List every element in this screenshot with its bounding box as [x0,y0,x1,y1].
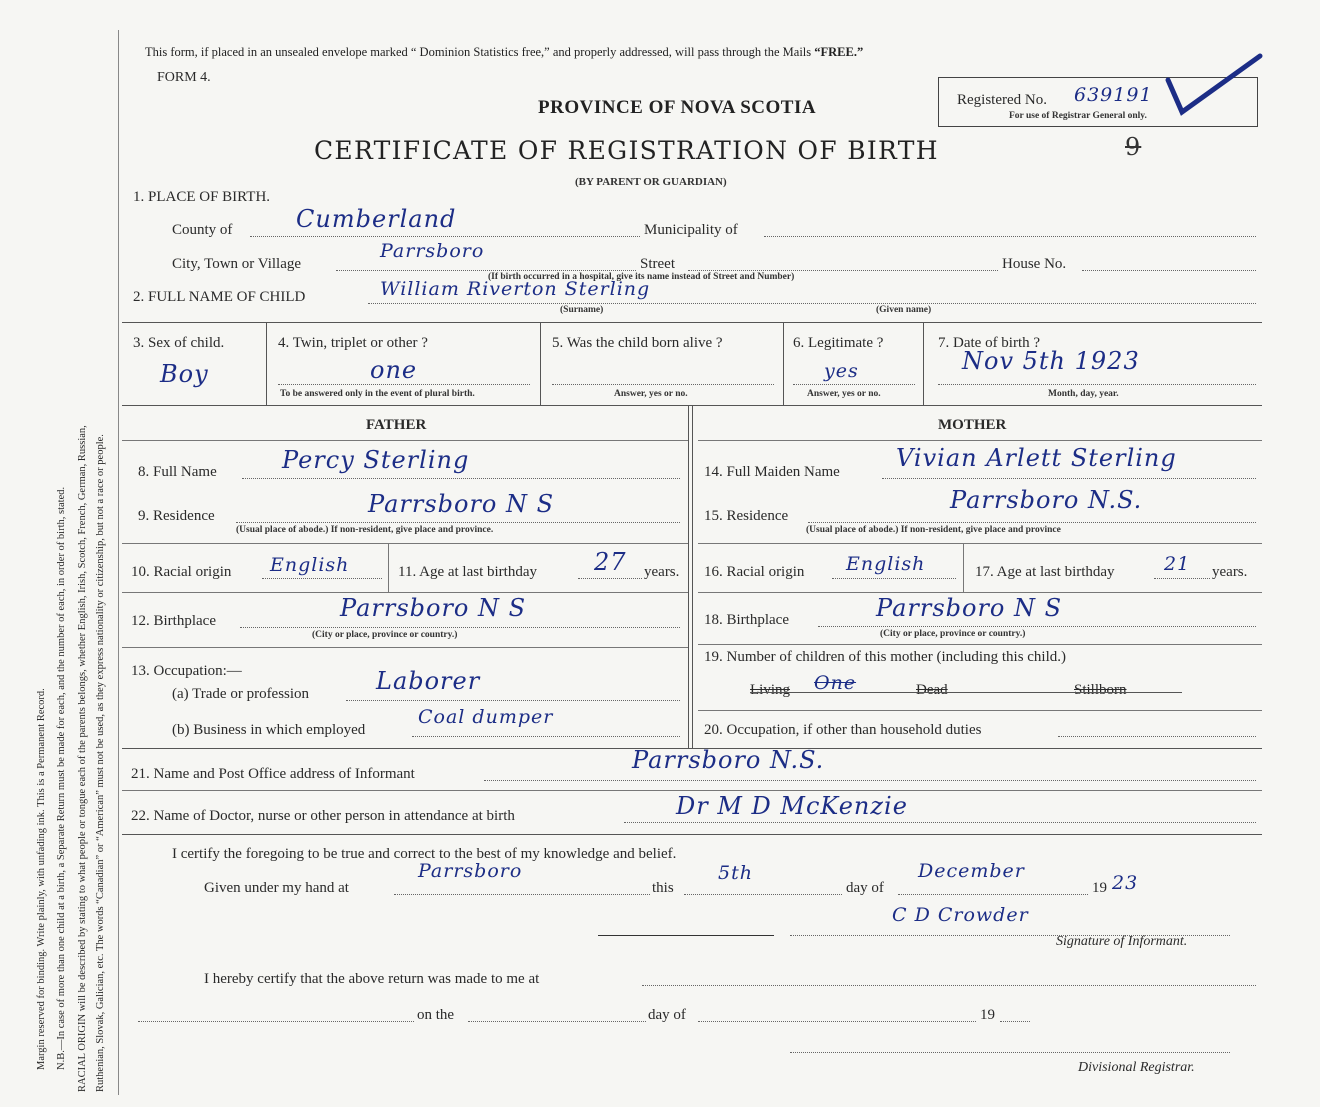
year-value: 23 [1112,872,1139,894]
given-place-value: Parrsboro [418,860,523,882]
stillborn-label: Stillborn [1074,682,1127,698]
registrar-use-note: For use of Registrar General only. [1009,111,1147,121]
month-value: December [918,860,1025,882]
legitimate-label: 6. Legitimate ? [793,335,884,351]
county-value: Cumberland [296,205,457,233]
date-of-birth-note: Month, day, year. [1048,389,1119,399]
this-label: this [652,880,674,896]
mother-birthplace-label: 18. Birthplace [704,612,789,628]
mother-residence-label: 15. Residence [704,508,789,524]
father-racial-origin-label: 10. Racial origin [131,564,232,580]
father-age-value: 27 [594,548,627,576]
hospital-note: (If birth occurred in a hospital, give its name instead of Street and Number) [488,272,795,282]
business-label: (b) Business in which employed [172,722,366,738]
born-alive-label: 5. Was the child born alive ? [552,335,723,351]
father-name-value: Percy Sterling [282,446,470,474]
father-birthplace-label: 12. Birthplace [131,613,216,629]
informant-value: Parrsboro N.S. [632,746,825,774]
living-label: Living [750,682,790,698]
day-value: 5th [718,862,753,884]
certificate-subtitle: (BY PARENT OR GUARDIAN) [575,176,727,188]
living-value: One [814,672,857,694]
binding-margin-line [118,30,119,1095]
trade-value: Laborer [376,667,481,695]
date-of-birth-value: Nov 5th 1923 [962,347,1140,375]
father-residence-value: Parrsboro N S [368,490,555,518]
informant-label: 21. Name and Post Office address of Informant [131,766,415,782]
mother-birthplace-value: Parrsboro N S [876,594,1063,622]
mother-residence-note: (Usual place of abode.) If non-resident, give place and province [806,525,1061,535]
children-count-label: 19. Number of children of this mother (including this child.) [704,649,1067,665]
mother-heading: MOTHER [938,417,1007,433]
on-the-label: on the [417,1007,455,1023]
registered-label: Registered No. [957,92,1047,108]
place-of-birth-heading: 1. PLACE OF BIRTH. [133,189,271,205]
city-value: Parrsboro [380,240,485,262]
day-of-label: day of [846,880,884,896]
father-years-label: years. [644,564,680,580]
registrar-year-prefix: 19 [980,1007,995,1023]
sex-label: 3. Sex of child. [133,335,225,351]
child-name-value: William Riverton Sterling [380,278,651,300]
legitimate-note: Answer, yes or no. [807,389,881,399]
informant-signature: C D Crowder [892,904,1029,926]
trade-label: (a) Trade or profession [172,686,310,702]
street-label: Street [640,256,675,272]
mother-name-label: 14. Full Maiden Name [704,464,840,480]
registered-number-value: 639191 [1074,84,1153,106]
certification-statement: I certify the foregoing to be true and correct to the best of my knowledge and belief. [172,846,677,862]
twin-note: To be answered only in the event of plural birth. [280,389,475,399]
form-number: FORM 4. [157,70,211,85]
sex-value: Boy [160,360,209,388]
given-under-label: Given under my hand at [204,880,349,896]
mother-age-label: 17. Age at last birthday [975,564,1115,580]
certificate-title: CERTIFICATE OF REGISTRATION OF BIRTH [314,136,939,165]
province-heading: PROVINCE OF NOVA SCOTIA [538,97,817,118]
county-label: County of [172,222,233,238]
given-name-caption: (Given name) [876,305,932,315]
father-birthplace-value: Parrsboro N S [340,594,527,622]
legitimate-value: yes [824,360,859,382]
doctor-value: Dr M D McKenzie [676,792,908,820]
mother-residence-value: Parrsboro N.S. [950,486,1143,514]
doctor-label: 22. Name of Doctor, nurse or other person in attendance at birth [131,808,515,824]
father-age-label: 11. Age at last birthday [398,564,537,580]
city-label: City, Town or Village [172,256,302,272]
margin-note-binding: Margin reserved for binding. Write plainly, with unfading ink. This is a Permanent Record. [36,688,47,1070]
municipality-label: Municipality of [644,222,738,238]
mother-birthplace-note: (City or place, province or country.) [880,629,1026,639]
child-name-label: 2. FULL NAME OF CHILD [133,289,306,305]
registrar-day-of-label: day of [648,1007,686,1023]
margin-note-nationality: Ruthenian, Slovak, Galician, etc. The words “Canadian” or “American” must not be used, as they express nationality or citizenship, but not a race or people. [95,434,106,1092]
twin-label: 4. Twin, triplet or other ? [278,335,428,351]
dead-label: Dead [916,682,948,698]
margin-note-multiple-births: N.B.—In case of more than one child at a birth, a Separate Return must be made for each, and the number of each, in order of birth, stated. [56,486,67,1070]
father-heading: FATHER [366,417,427,433]
mother-racial-origin-value: English [846,553,926,575]
father-residence-label: 9. Residence [138,508,215,524]
business-value: Coal dumper [418,706,554,728]
year-prefix: 19 [1092,880,1107,896]
father-racial-origin-value: English [270,554,350,576]
father-residence-note: (Usual place of abode.) If non-resident, give place and province. [236,525,494,535]
mail-notice: This form, if placed in an unsealed envelope marked “ Dominion Statistics free,” and properly addressed, will pass through the Mails “FREE.” [145,45,864,59]
father-birthplace-note: (City or place, province or country.) [312,630,458,640]
date-of-birth-label: 7. Date of birth ? [938,335,1041,351]
mother-name-value: Vivian Arlett Sterling [896,444,1177,472]
surname-caption: (Surname) [560,305,604,315]
born-alive-note: Answer, yes or no. [614,389,688,399]
registrar-statement: I hereby certify that the above return was made to me at [204,971,540,987]
divisional-registrar-caption: Divisional Registrar. [1078,1060,1195,1075]
mother-years-label: years. [1212,564,1248,580]
occupation-label: 13. Occupation:— [131,663,242,679]
mother-racial-origin-label: 16. Racial origin [704,564,805,580]
house-no-label: House No. [1002,256,1067,272]
twin-value: one [370,356,418,384]
mother-age-value: 21 [1164,553,1191,575]
check-mark-icon [1160,50,1270,130]
father-name-label: 8. Full Name [138,464,217,480]
mother-occupation-label: 20. Occupation, if other than household duties [704,722,982,738]
side-code: 9 [1125,133,1142,161]
signature-caption: Signature of Informant. [1056,934,1188,949]
margin-note-racial-origin: RACIAL ORIGIN will be described by stating to what people or tongue each of the parents belongs, whether English, Irish, Scotch, French, German, Russian, [77,425,88,1092]
